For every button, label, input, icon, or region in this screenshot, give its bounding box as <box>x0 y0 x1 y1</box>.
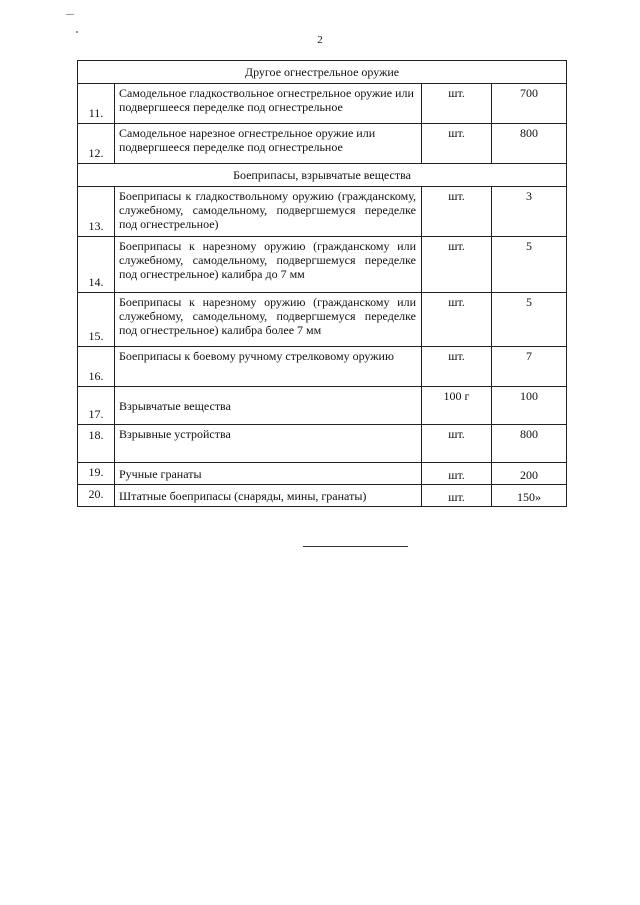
row-quantity: 800 <box>492 425 567 463</box>
row-name: Самодельное гладкоствольное огнестрельное оружие или подвергшееся переделке под огнестрельное <box>115 84 422 124</box>
row-number: 19. <box>78 463 115 485</box>
row-quantity: 3 <box>492 187 567 237</box>
row-number: 16. <box>78 347 115 387</box>
row-number: 13. <box>78 187 115 237</box>
row-unit: шт. <box>422 187 492 237</box>
row-name: Боеприпасы к гладкоствольному оружию (гражданскому, служебному, самодельному, подвергшемуся переделке под огнестрельное) <box>115 187 422 237</box>
table-row <box>78 237 567 293</box>
row-name: Штатные боеприпасы (снаряды, мины, гранаты) <box>115 485 422 507</box>
row-unit: шт. <box>422 347 492 387</box>
row-name: Боеприпасы к нарезному оружию (гражданскому или служебному, самодельному, подвергшемуся переделке под огнестрельное) калибра более 7 мм <box>115 293 422 347</box>
row-unit: 100 г <box>422 387 492 425</box>
table-row <box>78 485 567 507</box>
table-row <box>78 293 567 347</box>
row-name: Боеприпасы к нарезному оружию (гражданскому или служебному, самодельному, подвергшемуся переделке под огнестрельное) калибра до 7 мм <box>115 237 422 293</box>
table-row <box>78 387 567 425</box>
row-number: 20. <box>78 485 115 507</box>
scan-dot <box>76 31 78 33</box>
scan-mark <box>66 14 74 15</box>
row-number: 17. <box>78 387 115 425</box>
row-quantity: 800 <box>492 124 567 164</box>
page-number: 2 <box>317 34 323 46</box>
row-quantity: 100 <box>492 387 567 425</box>
row-number: 15. <box>78 293 115 347</box>
table-row <box>78 187 567 237</box>
row-number: 11. <box>78 84 115 124</box>
row-number: 18. <box>78 425 115 463</box>
row-quantity: 7 <box>492 347 567 387</box>
row-number: 14. <box>78 237 115 293</box>
row-name: Самодельное нарезное огнестрельное оружие или подвергшееся переделке под огнестрельное <box>115 124 422 164</box>
row-name: Ручные гранаты <box>115 463 422 485</box>
row-quantity: 5 <box>492 293 567 347</box>
table-row <box>78 124 567 164</box>
table-row <box>78 84 567 124</box>
row-unit: шт. <box>422 237 492 293</box>
row-unit: шт. <box>422 463 492 485</box>
end-rule <box>303 546 408 547</box>
row-unit: шт. <box>422 293 492 347</box>
section-title: Боеприпасы, взрывчатые вещества <box>78 164 567 187</box>
section-header-ammunition <box>78 164 567 187</box>
table-row <box>78 425 567 463</box>
row-quantity: 5 <box>492 237 567 293</box>
section-title: Другое огнестрельное оружие <box>78 61 567 84</box>
row-unit: шт. <box>422 84 492 124</box>
row-name: Боеприпасы к боевому ручному стрелковому оружию <box>115 347 422 387</box>
row-name: Взрывчатые вещества <box>115 387 422 425</box>
row-unit: шт. <box>422 124 492 164</box>
row-unit: шт. <box>422 485 492 507</box>
row-quantity: 150» <box>492 485 567 507</box>
section-header-firearms <box>78 61 567 84</box>
weapons-table <box>77 60 567 507</box>
row-quantity: 700 <box>492 84 567 124</box>
row-name: Взрывные устройства <box>115 425 422 463</box>
row-unit: шт. <box>422 425 492 463</box>
row-quantity: 200 <box>492 463 567 485</box>
row-number: 12. <box>78 124 115 164</box>
table-row <box>78 347 567 387</box>
table-row <box>78 463 567 485</box>
